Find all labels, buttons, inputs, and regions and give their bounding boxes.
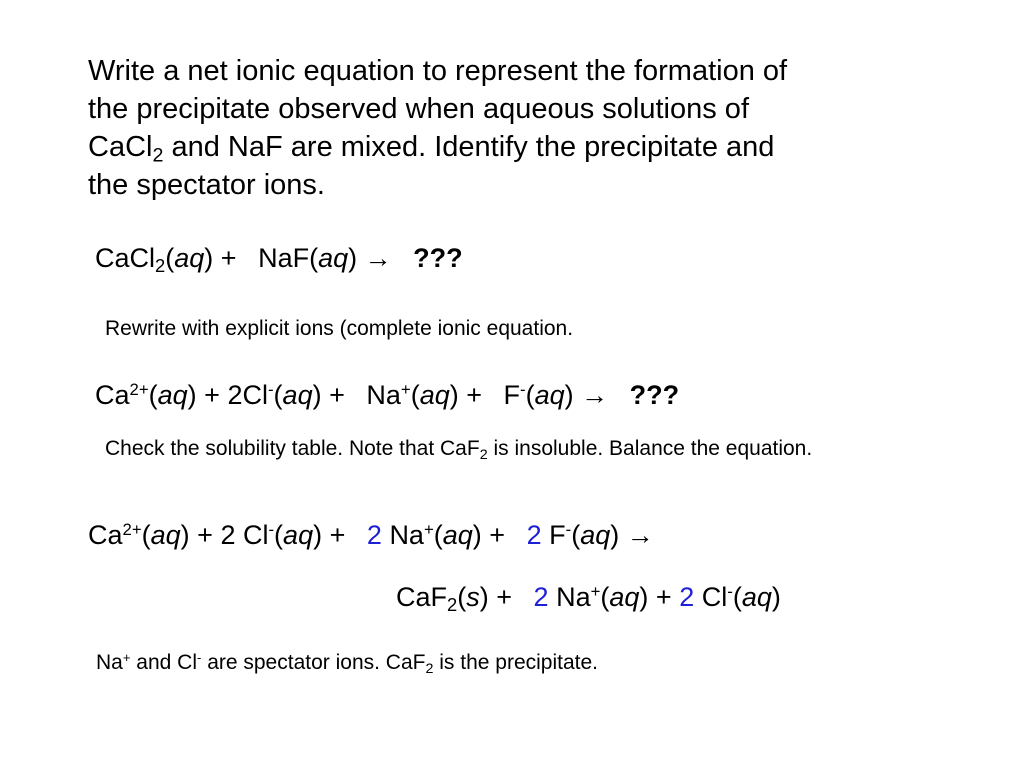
subscript: 2 xyxy=(425,660,434,677)
plus-sign: + xyxy=(204,380,220,410)
charge: + xyxy=(400,379,411,399)
state-aq: aq xyxy=(741,582,772,612)
charge: + xyxy=(590,581,601,601)
charge: + xyxy=(423,519,434,539)
plus-sign: + xyxy=(329,520,346,550)
note-text: is the precipitate. xyxy=(433,651,598,674)
ion-cl: 2Cl xyxy=(227,380,268,410)
state-aq: aq xyxy=(419,380,450,410)
plus-sign: + xyxy=(197,520,213,550)
question-line-2: the precipitate observed when aqueous solutions of xyxy=(88,93,749,125)
reaction-arrow: → xyxy=(626,520,654,550)
ion-na: Na xyxy=(366,380,401,410)
charge: - xyxy=(520,379,526,399)
plus-sign: + xyxy=(489,520,506,550)
question-line-4: the spectator ions. xyxy=(88,169,325,201)
charge: 2+ xyxy=(122,519,142,539)
subscript: 2 xyxy=(479,446,488,463)
question-line-3-rest: and NaF are mixed. Identify the precipitate and xyxy=(163,131,775,163)
state-aq: aq xyxy=(174,243,205,273)
charge: - xyxy=(268,519,275,539)
conclusion-text xyxy=(96,650,598,676)
ion-f: F xyxy=(503,380,521,410)
ion-ca: Ca xyxy=(88,520,123,550)
coefficient: 2 xyxy=(526,520,542,550)
question-line-1: Write a net ionic equation to represent the formation of xyxy=(88,55,788,87)
coefficient: 2 xyxy=(533,582,549,612)
charge: - xyxy=(197,649,202,665)
plus-sign: + xyxy=(466,380,483,410)
ion-cl: Cl xyxy=(701,582,728,612)
question-line-3 xyxy=(88,128,938,166)
state-s: s xyxy=(466,582,480,612)
instruction-rewrite: Rewrite with explicit ions (complete ionic equation. xyxy=(105,317,574,340)
charge: - xyxy=(267,379,274,399)
ion-na: Na xyxy=(96,651,123,674)
reactant-cacl2: CaCl xyxy=(95,243,156,273)
molecular-equation: CaCl$_2$(aq) + NaF(aq) → ??? xyxy=(95,243,463,277)
state-aq: aq xyxy=(283,520,314,550)
question-text xyxy=(88,52,938,204)
ion-ca: Ca xyxy=(95,380,130,410)
state-aq: aq xyxy=(318,243,349,273)
note-text: is insoluble. Balance the equation. xyxy=(487,437,813,460)
state-aq: aq xyxy=(442,520,473,550)
plus-sign: + xyxy=(496,582,513,612)
unknown-products: ??? xyxy=(629,380,680,410)
state-aq: aq xyxy=(580,520,611,550)
unknown-products: ??? xyxy=(413,243,463,273)
reaction-arrow: → xyxy=(364,243,392,273)
charge: + xyxy=(122,649,131,665)
state-aq: aq xyxy=(157,380,188,410)
state-aq: aq xyxy=(150,520,181,550)
coefficient: 2 xyxy=(366,520,382,550)
reactant-naf: NaF xyxy=(258,243,310,273)
state-aq: aq xyxy=(282,380,313,410)
note-text: are spectator ions. CaF xyxy=(201,651,426,674)
coefficient: 2 xyxy=(679,582,695,612)
subscript: 2 xyxy=(155,255,166,277)
state-aq: aq xyxy=(534,380,565,410)
ion-na: Na xyxy=(389,520,424,550)
balanced-equation-products: CaF$_2$(s) + 2 Na+(aq) + 2 Cl-(aq) xyxy=(396,581,781,616)
plus-sign: + xyxy=(220,243,237,273)
state-aq: aq xyxy=(609,582,640,612)
formula-cacl: CaCl xyxy=(88,131,153,163)
plus-sign: + xyxy=(655,582,672,612)
subscript: 2 xyxy=(447,594,458,616)
product-caf2: CaF xyxy=(396,582,448,612)
charge: 2+ xyxy=(129,379,149,399)
subscript: 2 xyxy=(152,144,164,167)
charge: - xyxy=(565,519,572,539)
balanced-equation-reactants: $Ca^{2+}(aq) + 2$ Cl-(aq) + 2 Na+(aq) + 2 F-(aq) → xyxy=(88,519,654,550)
ion-f: F xyxy=(549,520,566,550)
reaction-arrow: → xyxy=(581,380,609,410)
charge: - xyxy=(727,581,733,601)
complete-ionic-equation: $Ca^{2+}(aq) + 2Cl^-(aq) + Na^+(aq) + F^-(aq)$ → ??? xyxy=(95,379,680,410)
ion-cl: 2 Cl xyxy=(220,520,269,550)
note-text: Check the solubility table. Note that CaF xyxy=(105,437,480,460)
ion-na: Na xyxy=(556,582,591,612)
instruction-solubility xyxy=(105,436,812,462)
note-text: and Cl xyxy=(130,651,198,674)
plus-sign: + xyxy=(329,380,345,410)
